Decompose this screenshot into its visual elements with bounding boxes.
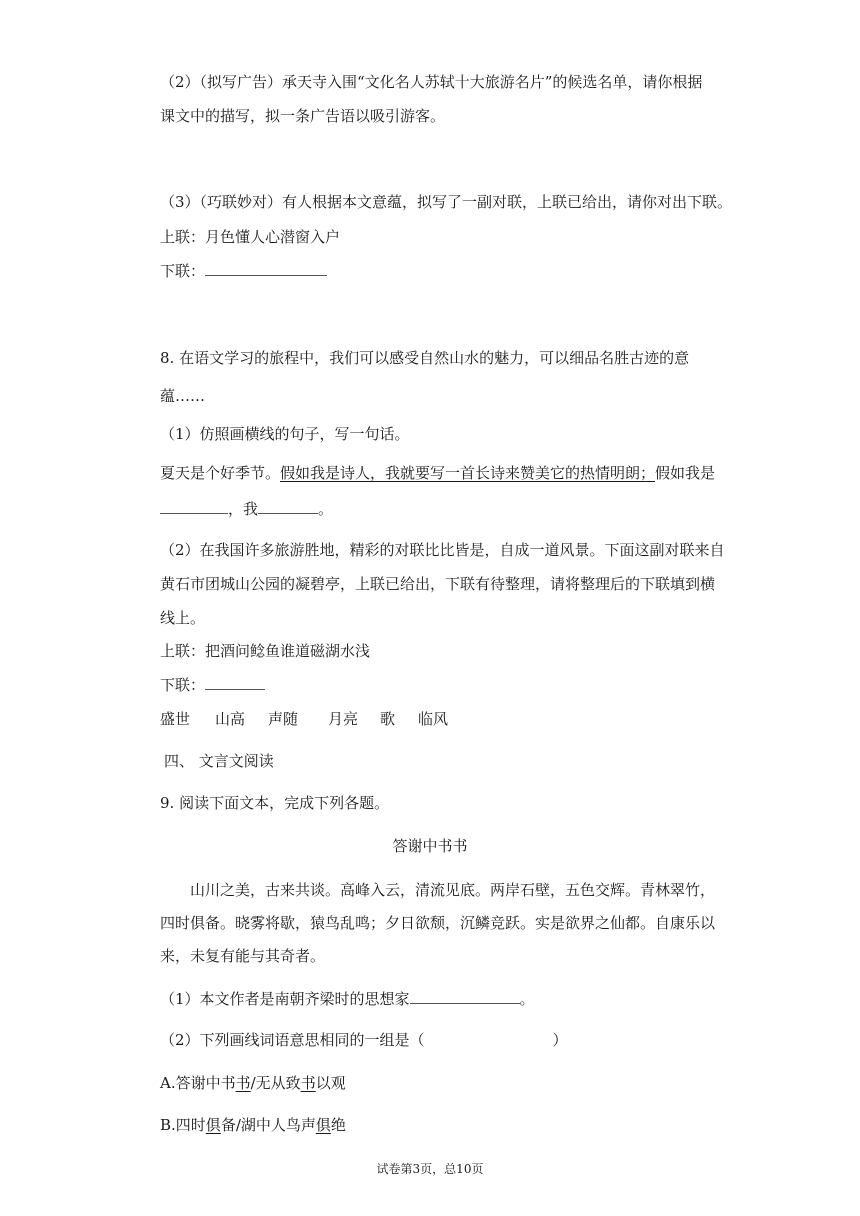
sentence-prefix: 夏天是个好季节。 (160, 464, 281, 482)
answer-blank[interactable] (258, 499, 318, 514)
q9-option-a (160, 1073, 346, 1093)
word-option: 声随 (268, 710, 299, 728)
q8-1-prompt: （1）仿照画横线的句子，写一句话。 (160, 425, 410, 443)
q9-1-text: （1）本文作者是南朝齐梁时的思想家 (160, 990, 410, 1008)
word-option: 盛世 (160, 710, 191, 728)
q9-option-b (160, 1115, 346, 1135)
underlined-word: 俱 (205, 1116, 221, 1134)
answer-blank[interactable] (205, 261, 327, 276)
answer-blank[interactable] (160, 499, 228, 514)
sentence-suffix: 假如我是 (655, 464, 716, 482)
lower-couplet-label: 下联： (160, 676, 206, 694)
underlined-word: 书 (235, 1074, 251, 1092)
q8-2-prompt-line3: 线上。 (160, 609, 206, 627)
q8-2-word-options (160, 709, 448, 729)
q8-2-upper-couplet: 上联：把酒问鲶鱼谁道磁湖水浅 (160, 642, 371, 660)
option-b-text: 备/湖中人鸟声 (220, 1116, 316, 1134)
q8-intro-line1: 8. 在语文学习的旅程中，我们可以感受自然山水的魅力，可以细品名胜古迹的意 (160, 349, 690, 367)
underlined-word: 书 (300, 1074, 316, 1092)
option-a-text: A.答谢中书 (160, 1074, 236, 1092)
q7-3-upper-couplet: 上联：月色懂人心潜窗入户 (160, 228, 341, 246)
passage-line1: 山川之美，古来共谈。高峰入云，清流见底。两岸石壁，五色交辉。青林翠竹， (190, 881, 716, 899)
underlined-word: 俱 (315, 1116, 331, 1134)
option-a-text: 以观 (315, 1074, 346, 1092)
q8-2-prompt-line1: （2）在我国许多旅游胜地，精彩的对联比比皆是，自成一道风景。下面这副对联来自 (160, 541, 725, 559)
word-option: 临风 (418, 710, 449, 728)
word-option: 山高 (215, 710, 246, 728)
page-footer: 试卷第3页，总10页 (376, 1162, 484, 1176)
answer-blank[interactable] (205, 675, 265, 690)
q9-intro: 9. 阅读下面文本，完成下列各题。 (160, 794, 390, 812)
q9-1-end: 。 (519, 990, 535, 1008)
answer-blank[interactable] (410, 989, 520, 1004)
option-a-text: /无从致 (250, 1074, 301, 1092)
underlined-sentence: 假如我是诗人，我就要写一首长诗来赞美它的热情明朗； (280, 464, 656, 482)
q8-1-answer-line (160, 499, 333, 519)
q8-intro-line2: 蕴…… (160, 387, 206, 405)
answer-end: 。 (318, 500, 334, 518)
option-b-text: B.四时 (160, 1116, 206, 1134)
q9-2-prompt (160, 1030, 568, 1050)
q7-2-prompt-line1: （2）（拟写广告）承天寺入围“文化名人苏轼十大旅游名片”的候选名单，请你根据 (160, 73, 703, 91)
q7-3-prompt: （3）（巧联妙对）有人根据本文意蕴，拟写了一副对联，上联已给出，请你对出下联。 (160, 193, 733, 211)
q7-2-prompt-line2: 课文中的描写，拟一条广告语以吸引游客。 (160, 107, 446, 125)
q9-1-prompt (160, 989, 535, 1009)
passage-line3: 来，未复有能与其奇者。 (160, 947, 326, 965)
word-option: 歌 (380, 710, 396, 728)
option-b-text: 绝 (330, 1116, 346, 1134)
q8-2-prompt-line2: 黄石市团城山公园的凝碧亭，上联已给出，下联有待整理，请将整理后的下联填到横 (160, 575, 716, 593)
q9-2-text: （2）下列画线词语意思相同的一组是（ (160, 1031, 425, 1049)
passage-line2: 四时俱备。晓雾将歇，猿鸟乱鸣；夕日欲颓，沉鳞竞跃。实是欲界之仙都。自康乐以 (160, 914, 716, 932)
q9-2-end: ） (552, 1031, 568, 1049)
word-option: 月亮 (328, 710, 359, 728)
q8-1-sentence (160, 463, 715, 483)
lower-couplet-label: 下联： (160, 262, 206, 280)
q8-2-lower-couplet (160, 675, 265, 695)
section-heading: 四、 文言文阅读 (164, 752, 274, 770)
q7-3-lower-couplet (160, 261, 327, 281)
answer-connector: ，我 (228, 500, 259, 518)
passage-title: 答谢中书书 (392, 837, 468, 855)
